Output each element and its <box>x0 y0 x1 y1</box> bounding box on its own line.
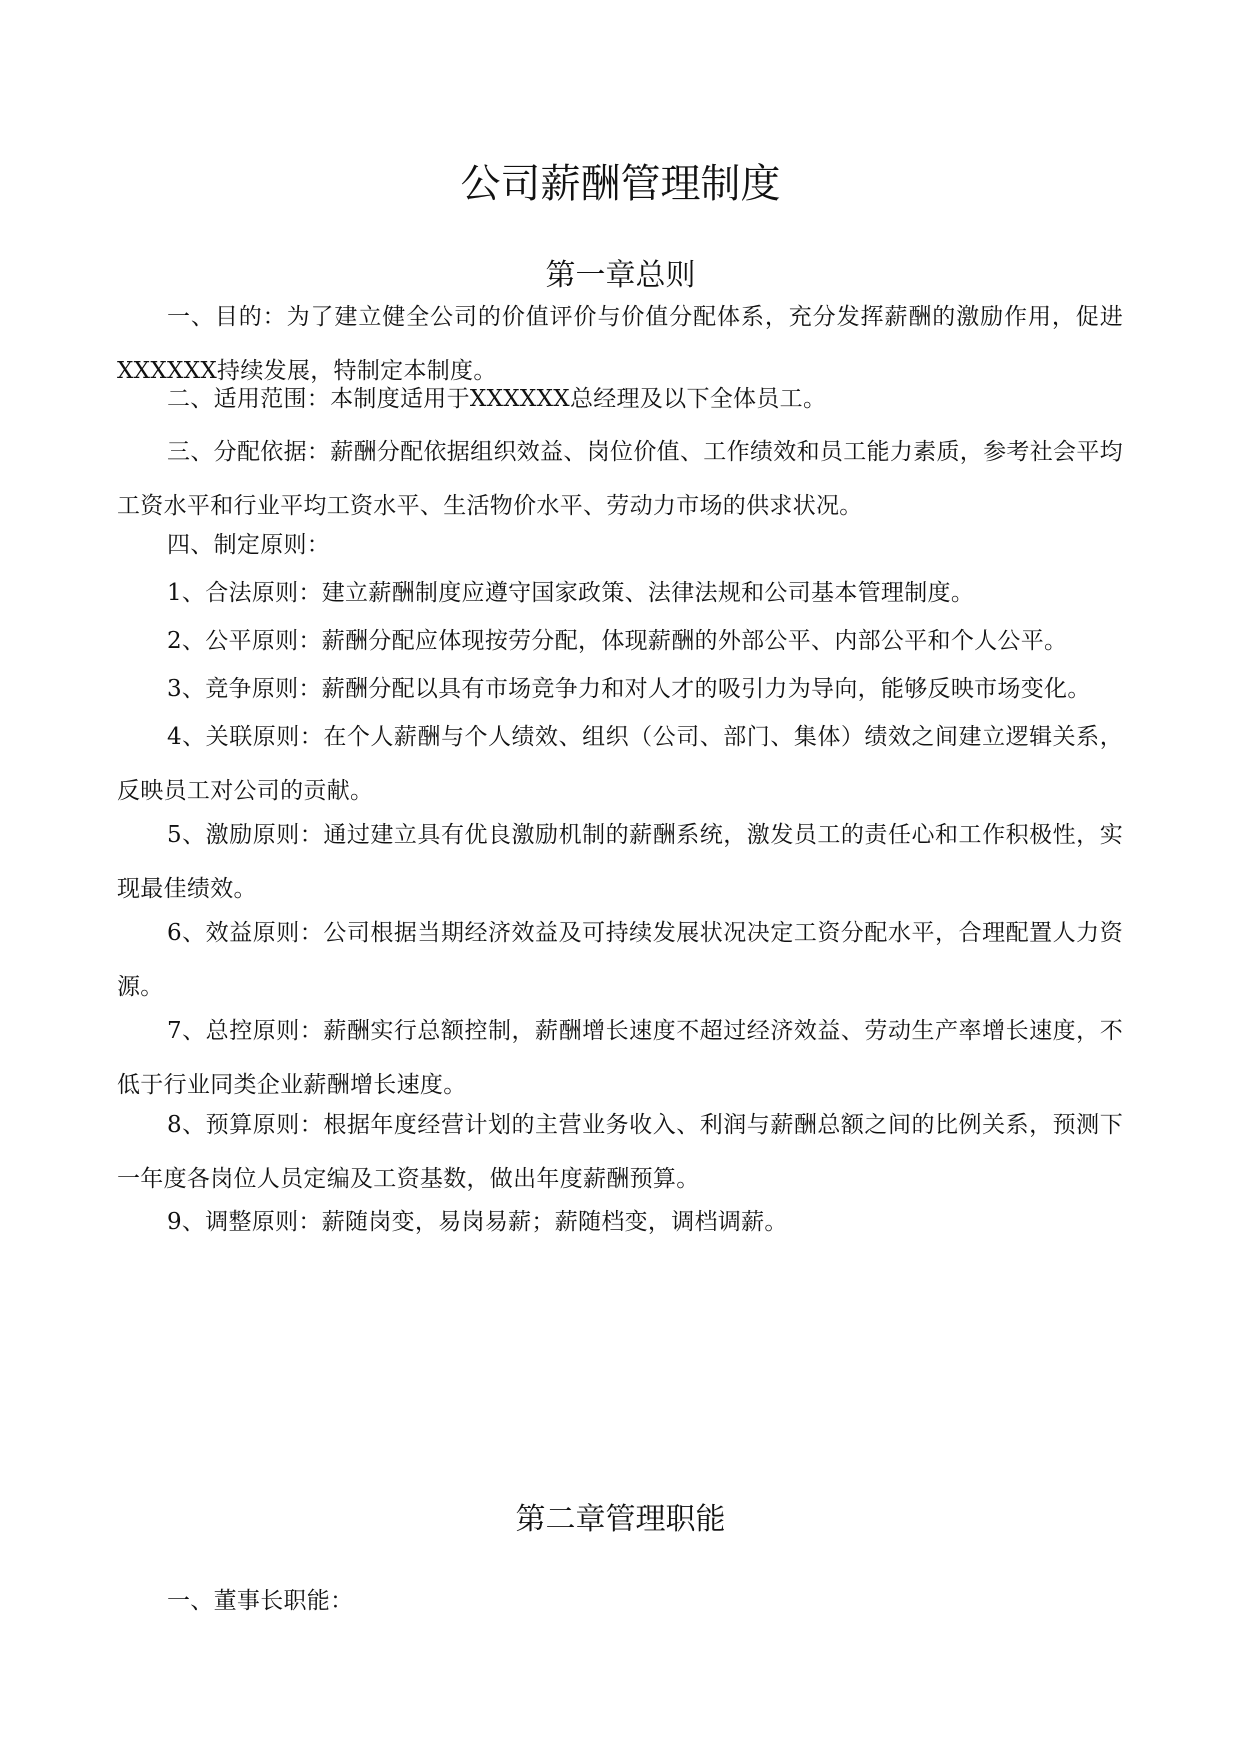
paragraph-principle-7: 7、总控原则：薪酬实行总额控制，薪酬增长速度不超过经济效益、劳动生产率增长速度，不低于行业同类企业薪酬增长速度。 <box>117 1018 1123 1098</box>
paragraph-chairman-duties: 一、董事长职能： <box>167 1588 354 1614</box>
paragraph-principle-3: 3、竞争原则：薪酬分配以具有市场竞争力和对人才的吸引力为导向，能够反映市场变化。 <box>167 676 1091 702</box>
chapter-1-heading: 第一章总则 <box>545 258 696 293</box>
chapter-2-heading: 第二章管理职能 <box>515 1502 726 1537</box>
paragraph-scope: 二、适用范围：本制度适用于XXXXXX总经理及以下全体员工。 <box>167 386 827 412</box>
paragraph-principle-1: 1、合法原则：建立薪酬制度应遵守国家政策、法律法规和公司基本管理制度。 <box>167 580 975 606</box>
paragraph-principle-9: 9、调整原则：薪随岗变，易岗易薪；薪随档变，调档调薪。 <box>167 1209 788 1235</box>
document-title: 公司薪酬管理制度 <box>460 161 781 207</box>
paragraph-principle-5: 5、激励原则：通过建立具有优良激励机制的薪酬系统，激发员工的责任心和工作积极性，实现最佳绩效。 <box>117 822 1123 902</box>
paragraph-principle-8: 8、预算原则：根据年度经营计划的主营业务收入、利润与薪酬总额之间的比例关系，预测下一年度各岗位人员定编及工资基数，做出年度薪酬预算。 <box>117 1112 1123 1192</box>
paragraph-principles-heading: 四、制定原则： <box>167 532 331 558</box>
paragraph-principle-6: 6、效益原则：公司根据当期经济效益及可持续发展状况决定工资分配水平，合理配置人力资源。 <box>117 920 1123 1000</box>
paragraph-basis: 三、分配依据：薪酬分配依据组织效益、岗位价值、工作绩效和员工能力素质，参考社会平均工资水平和行业平均工资水平、生活物价水平、劳动力市场的供求状况。 <box>117 439 1123 519</box>
paragraph-principle-4: 4、关联原则：在个人薪酬与个人绩效、组织（公司、部门、集体）绩效之间建立逻辑关系，反映员工对公司的贡献。 <box>117 724 1123 804</box>
paragraph-purpose: 一、目的：为了建立健全公司的价值评价与价值分配体系，充分发挥薪酬的激励作用，促进XXXXXX持续发展，特制定本制度。 <box>117 304 1123 384</box>
paragraph-principle-2: 2、公平原则：薪酬分配应体现按劳分配，体现薪酬的外部公平、内部公平和个人公平。 <box>167 628 1068 654</box>
